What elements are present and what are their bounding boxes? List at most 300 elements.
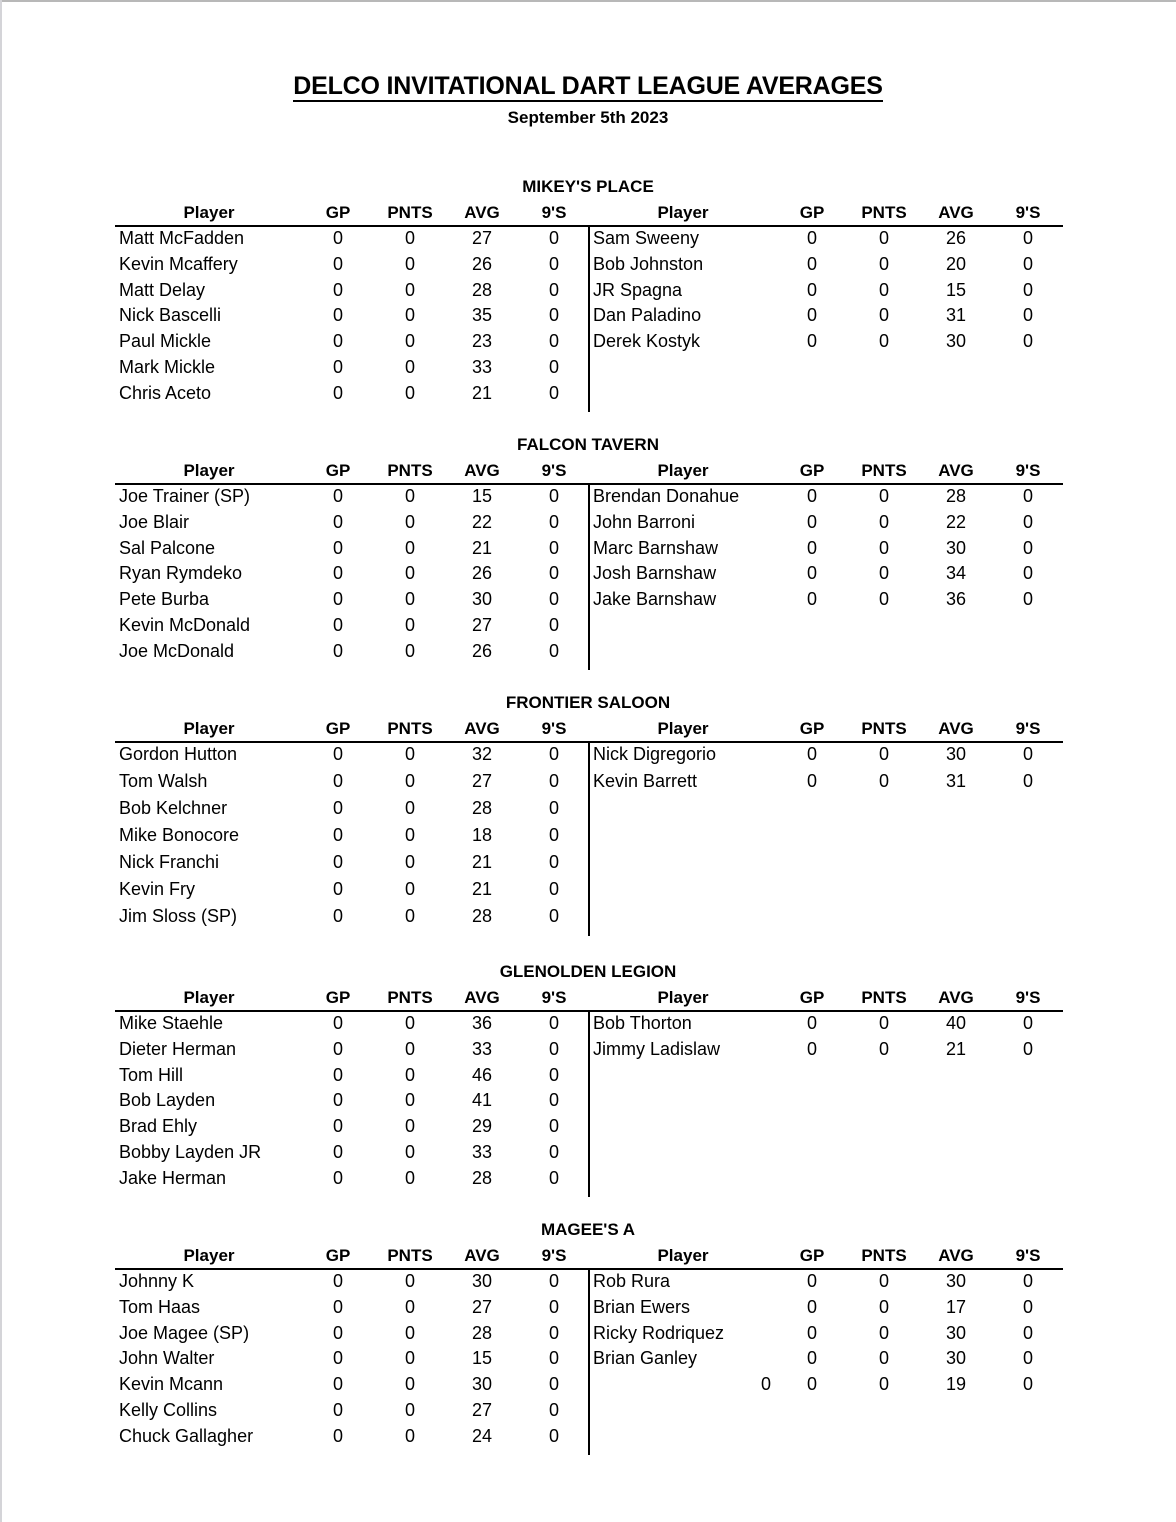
- pnts-cell: 0: [404, 1296, 415, 1317]
- nines-cell: 0: [1022, 1013, 1033, 1033]
- avg-cell: 30: [471, 1374, 493, 1395]
- nines-cell: 0: [1022, 771, 1033, 791]
- stray-value-cell: 0: [760, 1374, 771, 1395]
- pnts-cell: 0: [878, 589, 889, 610]
- gp-cell: 0: [806, 1038, 817, 1059]
- column-header-gp: GP: [325, 719, 351, 738]
- nines-cell: 0: [548, 357, 559, 377]
- player-name-cell: Rob Rura: [593, 1271, 671, 1291]
- gp-cell: 0: [332, 1348, 343, 1369]
- nines-cell: 0: [548, 511, 559, 532]
- avg-cell: 15: [945, 279, 967, 300]
- player-name-cell: Mark Mickle: [119, 357, 216, 377]
- nines-cell: 0: [548, 640, 559, 661]
- pnts-cell: 0: [878, 228, 889, 248]
- column-header-player: Player: [657, 988, 709, 1007]
- nines-cell: 0: [548, 331, 559, 352]
- pnts-cell: 0: [878, 1348, 889, 1369]
- column-header-gp: GP: [325, 461, 351, 480]
- gp-cell: 0: [332, 1116, 343, 1137]
- player-name-cell: Kevin Mcann: [119, 1374, 224, 1395]
- avg-cell: 28: [471, 1322, 493, 1343]
- gp-cell: 0: [332, 1296, 343, 1317]
- team-name: MIKEY'S PLACE: [522, 177, 654, 196]
- column-header-avg: AVG: [938, 461, 974, 480]
- gp-cell: 0: [332, 305, 343, 326]
- nines-cell: 0: [548, 1090, 559, 1111]
- nines-cell: 0: [548, 744, 559, 764]
- avg-cell: 28: [471, 906, 493, 926]
- pnts-cell: 0: [878, 1271, 889, 1291]
- player-name-cell: Tom Walsh: [119, 771, 208, 791]
- nines-cell: 0: [548, 1142, 559, 1162]
- pnts-cell: 0: [404, 279, 415, 300]
- nines-cell: 0: [1022, 1322, 1033, 1343]
- avg-cell: 46: [471, 1064, 493, 1085]
- player-name-cell: Kelly Collins: [119, 1400, 218, 1420]
- player-name-cell: Kevin Fry: [119, 879, 196, 899]
- column-header-avg: AVG: [464, 203, 500, 222]
- gp-cell: 0: [332, 1322, 343, 1343]
- nines-cell: 0: [548, 615, 559, 635]
- gp-cell: 0: [332, 279, 343, 300]
- gp-cell: 0: [806, 279, 817, 300]
- gp-cell: 0: [332, 253, 343, 274]
- player-name-cell: Dieter Herman: [119, 1038, 237, 1059]
- gp-cell: 0: [806, 1348, 817, 1369]
- avg-cell: 27: [471, 228, 493, 248]
- gp-cell: 0: [332, 1013, 343, 1033]
- column-header-pnts: PNTS: [387, 461, 433, 480]
- column-divider: [588, 227, 590, 412]
- column-header-player: Player: [183, 203, 235, 222]
- nines-cell: 0: [548, 1425, 559, 1446]
- nines-cell: 0: [548, 1322, 559, 1343]
- pnts-cell: 0: [404, 305, 415, 326]
- pnts-cell: 0: [404, 1142, 415, 1162]
- player-name-cell: Jim Sloss (SP): [119, 906, 238, 926]
- pnts-cell: 0: [404, 1116, 415, 1137]
- player-name-cell: Bob Kelchner: [119, 798, 228, 818]
- nines-cell: 0: [548, 1296, 559, 1317]
- pnts-cell: 0: [404, 253, 415, 274]
- column-divider: [588, 743, 590, 936]
- column-header-gp: GP: [799, 1246, 825, 1265]
- avg-cell: 27: [471, 615, 493, 635]
- player-name-cell: John Barroni: [593, 511, 696, 532]
- player-name-cell: Kevin McDonald: [119, 615, 251, 635]
- gp-cell: 0: [806, 563, 817, 584]
- pnts-cell: 0: [404, 228, 415, 248]
- nines-cell: 0: [1022, 1271, 1033, 1291]
- gp-cell: 0: [806, 511, 817, 532]
- avg-cell: 15: [471, 486, 493, 506]
- player-name-cell: Johnny K: [119, 1271, 195, 1291]
- player-name-cell: Brad Ehly: [119, 1116, 198, 1137]
- gp-cell: 0: [332, 1400, 343, 1420]
- player-name-cell: Derek Kostyk: [593, 331, 701, 352]
- column-header-pnts: PNTS: [861, 1246, 907, 1265]
- gp-cell: 0: [806, 228, 817, 248]
- gp-cell: 0: [806, 486, 817, 506]
- gp-cell: 0: [332, 357, 343, 377]
- gp-cell: 0: [806, 331, 817, 352]
- player-name-cell: Chris Aceto: [119, 382, 212, 403]
- pnts-cell: 0: [404, 1038, 415, 1059]
- player-name-cell: Joe Blair: [119, 511, 190, 532]
- gp-cell: 0: [332, 382, 343, 403]
- team-section: [0, 434, 1176, 672]
- avg-cell: 27: [471, 1400, 493, 1420]
- nines-cell: 0: [548, 279, 559, 300]
- nines-cell: 0: [1022, 331, 1033, 352]
- pnts-cell: 0: [878, 1296, 889, 1317]
- nines-cell: 0: [1022, 305, 1033, 326]
- pnts-cell: 0: [404, 798, 415, 818]
- pnts-cell: 0: [878, 537, 889, 558]
- pnts-cell: 0: [404, 1400, 415, 1420]
- nines-cell: 0: [1022, 589, 1033, 610]
- avg-cell: 30: [945, 1271, 967, 1291]
- nines-cell: 0: [548, 1013, 559, 1033]
- nines-cell: 0: [1022, 1038, 1033, 1059]
- nines-cell: 0: [548, 1348, 559, 1369]
- gp-cell: 0: [806, 771, 817, 791]
- pnts-cell: 0: [404, 615, 415, 635]
- nines-cell: 0: [548, 798, 559, 818]
- column-header-nines: 9'S: [1015, 461, 1041, 480]
- nines-cell: 0: [1022, 228, 1033, 248]
- nines-cell: 0: [548, 228, 559, 248]
- column-header-avg: AVG: [938, 203, 974, 222]
- pnts-cell: 0: [878, 771, 889, 791]
- nines-cell: 0: [1022, 279, 1033, 300]
- nines-cell: 0: [548, 305, 559, 326]
- pnts-cell: 0: [878, 1013, 889, 1033]
- column-header-player: Player: [657, 461, 709, 480]
- avg-cell: 19: [945, 1374, 967, 1395]
- pnts-cell: 0: [878, 563, 889, 584]
- nines-cell: 0: [548, 1064, 559, 1085]
- gp-cell: 0: [332, 906, 343, 926]
- gp-cell: 0: [332, 879, 343, 899]
- document-date: September 5th 2023: [507, 108, 669, 127]
- player-name-cell: Sam Sweeny: [593, 228, 700, 248]
- column-header-pnts: PNTS: [387, 203, 433, 222]
- player-name-cell: Matt McFadden: [119, 228, 245, 248]
- column-header-avg: AVG: [464, 719, 500, 738]
- player-name-cell: Brian Ewers: [593, 1296, 691, 1317]
- column-divider: [588, 1012, 590, 1197]
- pnts-cell: 0: [878, 305, 889, 326]
- player-name-cell: Chuck Gallagher: [119, 1425, 254, 1446]
- team-name: FALCON TAVERN: [517, 435, 659, 454]
- pnts-cell: 0: [404, 537, 415, 558]
- document-title: DELCO INVITATIONAL DART LEAGUE AVERAGES: [293, 72, 883, 100]
- column-header-player: Player: [183, 719, 235, 738]
- pnts-cell: 0: [404, 1090, 415, 1111]
- player-name-cell: Bob Johnston: [593, 253, 704, 274]
- player-name-cell: Marc Barnshaw: [593, 537, 719, 558]
- gp-cell: 0: [806, 589, 817, 610]
- player-name-cell: Joe McDonald: [119, 640, 235, 661]
- page-border-top: [0, 0, 1176, 2]
- player-name-cell: Ricky Rodriquez: [593, 1322, 725, 1343]
- avg-cell: 33: [471, 1142, 493, 1162]
- avg-cell: 20: [945, 253, 967, 274]
- column-header-nines: 9'S: [541, 719, 567, 738]
- avg-cell: 33: [471, 357, 493, 377]
- column-header-pnts: PNTS: [387, 1246, 433, 1265]
- column-header-nines: 9'S: [541, 203, 567, 222]
- nines-cell: 0: [1022, 253, 1033, 274]
- gp-cell: 0: [332, 1374, 343, 1395]
- avg-cell: 34: [945, 563, 967, 584]
- avg-cell: 40: [945, 1013, 967, 1033]
- avg-cell: 21: [471, 852, 493, 872]
- player-name-cell: Joe Trainer (SP): [119, 486, 251, 506]
- gp-cell: 0: [332, 537, 343, 558]
- gp-cell: 0: [332, 798, 343, 818]
- gp-cell: 0: [332, 331, 343, 352]
- gp-cell: 0: [806, 1296, 817, 1317]
- pnts-cell: 0: [404, 511, 415, 532]
- avg-cell: 27: [471, 1296, 493, 1317]
- pnts-cell: 0: [404, 1013, 415, 1033]
- gp-cell: 0: [332, 640, 343, 661]
- column-header-player: Player: [657, 719, 709, 738]
- player-name-cell: Dan Paladino: [593, 305, 702, 326]
- pnts-cell: 0: [404, 382, 415, 403]
- team-name: FRONTIER SALOON: [505, 693, 671, 712]
- nines-cell: 0: [548, 253, 559, 274]
- avg-cell: 28: [471, 798, 493, 818]
- gp-cell: 0: [806, 305, 817, 326]
- gp-cell: 0: [332, 1167, 343, 1188]
- column-header-player: Player: [657, 1246, 709, 1265]
- avg-cell: 36: [471, 1013, 493, 1033]
- column-header-pnts: PNTS: [387, 988, 433, 1007]
- player-name-cell: Joe Magee (SP): [119, 1322, 250, 1343]
- pnts-cell: 0: [404, 825, 415, 845]
- pnts-cell: 0: [404, 589, 415, 610]
- avg-cell: 28: [471, 1167, 493, 1188]
- pnts-cell: 0: [404, 1425, 415, 1446]
- nines-cell: 0: [1022, 744, 1033, 764]
- column-header-player: Player: [183, 988, 235, 1007]
- pnts-cell: 0: [404, 1064, 415, 1085]
- avg-cell: 30: [471, 589, 493, 610]
- nines-cell: 0: [548, 382, 559, 403]
- avg-cell: 30: [945, 537, 967, 558]
- gp-cell: 0: [332, 771, 343, 791]
- team-section: [0, 176, 1176, 414]
- column-header-gp: GP: [799, 461, 825, 480]
- pnts-cell: 0: [404, 744, 415, 764]
- pnts-cell: 0: [404, 1348, 415, 1369]
- gp-cell: 0: [332, 563, 343, 584]
- avg-cell: 24: [471, 1425, 493, 1446]
- nines-cell: 0: [1022, 537, 1033, 558]
- pnts-cell: 0: [404, 879, 415, 899]
- avg-cell: 27: [471, 771, 493, 791]
- pnts-cell: 0: [404, 1167, 415, 1188]
- avg-cell: 28: [471, 279, 493, 300]
- gp-cell: 0: [332, 1064, 343, 1085]
- gp-cell: 0: [332, 1090, 343, 1111]
- pnts-cell: 0: [878, 253, 889, 274]
- avg-cell: 26: [471, 563, 493, 584]
- gp-cell: 0: [332, 615, 343, 635]
- nines-cell: 0: [548, 589, 559, 610]
- nines-cell: 0: [1022, 1296, 1033, 1317]
- player-name-cell: Nick Digregorio: [593, 744, 717, 764]
- avg-cell: 26: [471, 640, 493, 661]
- column-header-nines: 9'S: [541, 461, 567, 480]
- nines-cell: 0: [1022, 1348, 1033, 1369]
- pnts-cell: 0: [878, 1038, 889, 1059]
- avg-cell: 31: [945, 771, 967, 791]
- column-header-pnts: PNTS: [861, 461, 907, 480]
- avg-cell: 21: [471, 879, 493, 899]
- pnts-cell: 0: [878, 486, 889, 506]
- player-name-cell: Brian Ganley: [593, 1348, 698, 1369]
- avg-cell: 35: [471, 305, 493, 326]
- gp-cell: 0: [806, 1322, 817, 1343]
- column-header-avg: AVG: [938, 719, 974, 738]
- column-header-gp: GP: [325, 988, 351, 1007]
- player-name-cell: Jimmy Ladislaw: [593, 1038, 721, 1059]
- nines-cell: 0: [548, 486, 559, 506]
- team-section: [0, 1219, 1176, 1457]
- avg-cell: 31: [945, 305, 967, 326]
- nines-cell: 0: [1022, 511, 1033, 532]
- player-name-cell: Nick Bascelli: [119, 305, 222, 326]
- column-header-gp: GP: [799, 719, 825, 738]
- avg-cell: 21: [945, 1038, 967, 1059]
- player-name-cell: Tom Haas: [119, 1296, 201, 1317]
- player-name-cell: Paul Mickle: [119, 331, 212, 352]
- column-header-player: Player: [183, 461, 235, 480]
- player-name-cell: Mike Bonocore: [119, 825, 240, 845]
- avg-cell: 21: [471, 537, 493, 558]
- player-name-cell: Bobby Layden JR: [119, 1142, 262, 1162]
- pnts-cell: 0: [878, 744, 889, 764]
- pnts-cell: 0: [878, 1322, 889, 1343]
- team-section: [0, 961, 1176, 1199]
- nines-cell: 0: [548, 852, 559, 872]
- avg-cell: 26: [945, 228, 967, 248]
- avg-cell: 21: [471, 382, 493, 403]
- nines-cell: 0: [548, 1167, 559, 1188]
- column-header-nines: 9'S: [1015, 988, 1041, 1007]
- gp-cell: 0: [806, 1271, 817, 1291]
- pnts-cell: 0: [404, 1374, 415, 1395]
- avg-cell: 30: [945, 744, 967, 764]
- player-name-cell: Pete Burba: [119, 589, 210, 610]
- gp-cell: 0: [332, 825, 343, 845]
- avg-cell: 30: [945, 1322, 967, 1343]
- pnts-cell: 0: [878, 1374, 889, 1395]
- player-name-cell: Jake Barnshaw: [593, 589, 717, 610]
- player-name-cell: Nick Franchi: [119, 852, 220, 872]
- gp-cell: 0: [806, 537, 817, 558]
- column-header-pnts: PNTS: [861, 988, 907, 1007]
- column-header-avg: AVG: [464, 461, 500, 480]
- avg-cell: 28: [945, 486, 967, 506]
- player-name-cell: John Walter: [119, 1348, 215, 1369]
- column-header-player: Player: [657, 203, 709, 222]
- avg-cell: 30: [945, 331, 967, 352]
- column-divider: [588, 1270, 590, 1455]
- avg-cell: 26: [471, 253, 493, 274]
- pnts-cell: 0: [878, 279, 889, 300]
- nines-cell: 0: [548, 1400, 559, 1420]
- nines-cell: 0: [548, 879, 559, 899]
- gp-cell: 0: [806, 253, 817, 274]
- column-header-gp: GP: [799, 203, 825, 222]
- gp-cell: 0: [332, 744, 343, 764]
- column-header-gp: GP: [799, 988, 825, 1007]
- column-header-avg: AVG: [938, 988, 974, 1007]
- document-title-wrap: [0, 70, 1176, 102]
- team-name: MAGEE'S A: [540, 1220, 636, 1239]
- column-header-nines: 9'S: [541, 988, 567, 1007]
- gp-cell: 0: [332, 1271, 343, 1291]
- avg-cell: 30: [471, 1271, 493, 1291]
- gp-cell: 0: [332, 511, 343, 532]
- gp-cell: 0: [806, 744, 817, 764]
- avg-cell: 15: [471, 1348, 493, 1369]
- column-header-avg: AVG: [938, 1246, 974, 1265]
- nines-cell: 0: [548, 1271, 559, 1291]
- nines-cell: 0: [1022, 486, 1033, 506]
- player-name-cell: Jake Herman: [119, 1167, 227, 1188]
- player-name-cell: Kevin Barrett: [593, 771, 698, 791]
- column-header-pnts: PNTS: [387, 719, 433, 738]
- avg-cell: 22: [945, 511, 967, 532]
- gp-cell: 0: [332, 852, 343, 872]
- gp-cell: 0: [332, 589, 343, 610]
- nines-cell: 0: [548, 563, 559, 584]
- nines-cell: 0: [548, 1374, 559, 1395]
- nines-cell: 0: [1022, 1374, 1033, 1395]
- gp-cell: 0: [332, 228, 343, 248]
- pnts-cell: 0: [404, 852, 415, 872]
- player-name-cell: Kevin Mcaffery: [119, 253, 238, 274]
- avg-cell: 32: [471, 744, 493, 764]
- gp-cell: 0: [332, 1425, 343, 1446]
- pnts-cell: 0: [404, 1322, 415, 1343]
- avg-cell: 23: [471, 331, 493, 352]
- pnts-cell: 0: [404, 640, 415, 661]
- column-header-nines: 9'S: [541, 1246, 567, 1265]
- team-section: [0, 692, 1176, 938]
- gp-cell: 0: [332, 486, 343, 506]
- pnts-cell: 0: [404, 771, 415, 791]
- nines-cell: 0: [548, 537, 559, 558]
- avg-cell: 30: [945, 1348, 967, 1369]
- pnts-cell: 0: [404, 1271, 415, 1291]
- avg-cell: 17: [945, 1296, 967, 1317]
- avg-cell: 22: [471, 511, 493, 532]
- gp-cell: 0: [332, 1038, 343, 1059]
- player-name-cell: JR Spagna: [593, 279, 683, 300]
- gp-cell: 0: [806, 1013, 817, 1033]
- player-name-cell: Bob Thorton: [593, 1013, 692, 1033]
- pnts-cell: 0: [404, 331, 415, 352]
- pnts-cell: 0: [404, 486, 415, 506]
